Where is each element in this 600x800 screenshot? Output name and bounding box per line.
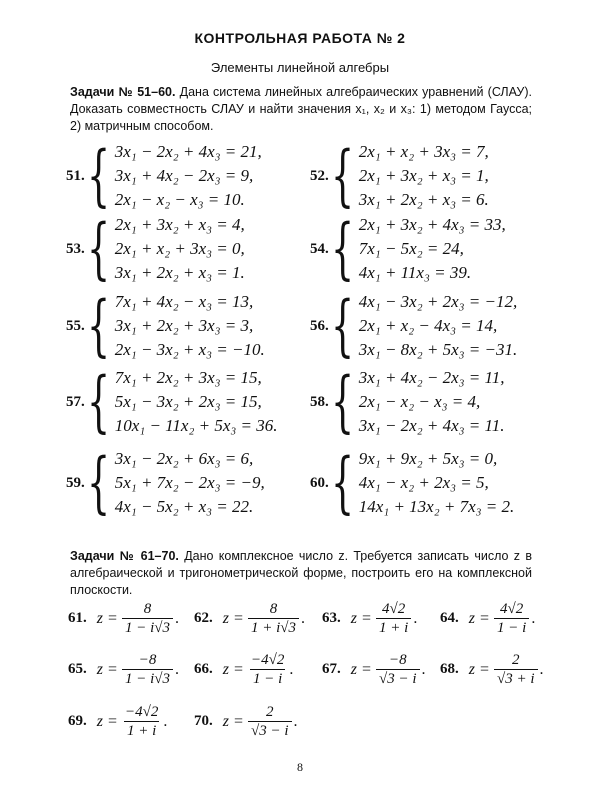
equation-line: 3x₁ − 2x₂ + 4x₃ = 11. bbox=[358, 416, 505, 435]
variable-z: z bbox=[96, 609, 103, 627]
equation-line: 7x₁ − 5x₂ = 24, bbox=[358, 239, 464, 258]
numerator: −4√2 bbox=[251, 652, 285, 668]
equation-list bbox=[359, 290, 518, 362]
fraction bbox=[494, 651, 538, 688]
numerator: −8 bbox=[138, 652, 157, 668]
section2-text: Дано комплексное число z. Требуется записать число z в алгебраической и тригонометрической форме, построить его на комплексной плоскости. bbox=[70, 549, 532, 597]
equals-sign: = bbox=[361, 660, 372, 678]
problem-number: 51. bbox=[66, 167, 85, 184]
page-number: 8 bbox=[297, 760, 303, 774]
equation-line: 3x₁ − 8x₂ + 5x₃ = −31. bbox=[358, 340, 518, 359]
period: . bbox=[413, 609, 418, 627]
equation-line: 4x₁ − 5x₂ + x₃ = 22. bbox=[114, 497, 254, 516]
system-brace: { bbox=[86, 444, 110, 521]
system-problem bbox=[66, 444, 265, 521]
period: . bbox=[163, 712, 168, 730]
system-problem bbox=[310, 210, 506, 287]
equation-list bbox=[359, 213, 506, 285]
numerator: 8 bbox=[269, 601, 278, 617]
numerator: 8 bbox=[143, 601, 152, 617]
complex-problem bbox=[68, 651, 179, 688]
problem-number: 64. bbox=[440, 610, 459, 626]
fraction bbox=[248, 600, 299, 637]
equals-sign: = bbox=[479, 660, 490, 678]
problem-number: 57. bbox=[66, 393, 85, 410]
equation-line: 3x₁ + 2x₂ + x₃ = 1. bbox=[114, 263, 245, 282]
problem-number: 63. bbox=[322, 610, 341, 626]
system-brace: { bbox=[86, 287, 110, 364]
denominator: 1 + i bbox=[124, 721, 159, 740]
equals-sign: = bbox=[107, 660, 118, 678]
equation-list bbox=[359, 366, 505, 438]
denominator: 1 − i bbox=[250, 669, 285, 688]
equation-line: 3x₁ − 2x₂ + 4x₃ = 21, bbox=[114, 142, 262, 161]
denominator: 1 − i√3 bbox=[122, 618, 173, 637]
equals-sign: = bbox=[233, 712, 244, 730]
variable-z: z bbox=[350, 609, 357, 627]
complex-problem bbox=[440, 651, 544, 688]
system-problem bbox=[310, 363, 505, 440]
variable-z: z bbox=[222, 609, 229, 627]
period: . bbox=[301, 609, 306, 627]
variable-z: z bbox=[96, 712, 103, 730]
problem-number: 59. bbox=[66, 474, 85, 491]
system-problem bbox=[66, 137, 262, 214]
equation-line: 10x₁ − 11x₂ + 5x₃ = 36. bbox=[114, 416, 278, 435]
complex-problem bbox=[440, 600, 535, 637]
equals-sign: = bbox=[361, 609, 372, 627]
denominator: √3 + i bbox=[494, 669, 538, 688]
numerator: 4√2 bbox=[382, 601, 406, 617]
variable-z: z bbox=[222, 712, 229, 730]
variable-z: z bbox=[222, 660, 229, 678]
numerator: 4√2 bbox=[500, 601, 524, 617]
equation-line: 2x₁ − 3x₂ + x₃ = −10. bbox=[114, 340, 265, 359]
problem-number: 61. bbox=[68, 610, 87, 626]
equation-line: 2x₁ + 3x₂ + 4x₃ = 33, bbox=[358, 215, 506, 234]
equation-line: 2x₁ − x₂ − x₃ = 4, bbox=[358, 392, 481, 411]
denominator: √3 − i bbox=[248, 721, 292, 740]
period: . bbox=[293, 712, 298, 730]
equation-list bbox=[359, 447, 515, 519]
variable-z: z bbox=[350, 660, 357, 678]
equation-list bbox=[115, 366, 278, 438]
equation-line: 3x₁ + 2x₂ + x₃ = 6. bbox=[358, 190, 489, 209]
system-problem bbox=[66, 363, 278, 440]
system-brace: { bbox=[330, 137, 354, 214]
fraction bbox=[248, 703, 292, 740]
system-problem bbox=[310, 137, 489, 214]
section1-heading: Задачи № 51–60. bbox=[70, 85, 176, 99]
numerator: −4√2 bbox=[125, 704, 159, 720]
problem-number: 68. bbox=[440, 661, 459, 677]
fraction bbox=[376, 651, 420, 688]
problem-number: 62. bbox=[194, 610, 213, 626]
equation-line: 5x₁ + 7x₂ − 2x₃ = −9, bbox=[114, 473, 265, 492]
page-title: КОНТРОЛЬНАЯ РАБОТА № 2 bbox=[194, 30, 406, 46]
problem-number: 65. bbox=[68, 661, 87, 677]
equals-sign: = bbox=[233, 660, 244, 678]
equation-line: 5x₁ − 3x₂ + 2x₃ = 15, bbox=[114, 392, 262, 411]
fraction bbox=[122, 651, 173, 688]
equation-line: 2x₁ + x₂ + 3x₃ = 0, bbox=[114, 239, 245, 258]
problem-number: 52. bbox=[310, 167, 329, 184]
denominator: 1 + i bbox=[376, 618, 411, 637]
equation-list bbox=[115, 447, 265, 519]
problem-number: 53. bbox=[66, 240, 85, 257]
period: . bbox=[531, 609, 536, 627]
equation-line: 7x₁ + 4x₂ − x₃ = 13, bbox=[114, 292, 254, 311]
complex-problem bbox=[68, 703, 167, 740]
section2-heading: Задачи № 61–70. bbox=[70, 549, 179, 563]
period: . bbox=[175, 660, 180, 678]
equals-sign: = bbox=[107, 609, 118, 627]
complex-problem bbox=[322, 651, 426, 688]
numerator: 2 bbox=[512, 652, 520, 668]
equation-line: 3x₁ + 4x₂ − 2x₃ = 9, bbox=[114, 166, 254, 185]
equation-line: 2x₁ − x₂ − x₃ = 10. bbox=[114, 190, 245, 209]
system-problem bbox=[66, 210, 245, 287]
complex-problem bbox=[194, 703, 298, 740]
equation-line: 4x₁ − x₂ + 2x₃ = 5, bbox=[358, 473, 489, 492]
problem-number: 60. bbox=[310, 474, 329, 491]
problem-number: 54. bbox=[310, 240, 329, 257]
system-problem bbox=[310, 287, 518, 364]
equation-line: 7x₁ + 2x₂ + 3x₃ = 15, bbox=[114, 368, 262, 387]
equation-line: 2x₁ + 3x₂ + x₃ = 4, bbox=[114, 215, 245, 234]
complex-problem bbox=[194, 600, 305, 637]
denominator: 1 − i bbox=[494, 618, 529, 637]
fraction bbox=[248, 651, 287, 688]
numerator: −8 bbox=[388, 652, 407, 668]
equation-line: 4x₁ + 11x₃ = 39. bbox=[358, 263, 472, 282]
variable-z: z bbox=[96, 660, 103, 678]
system-brace: { bbox=[86, 210, 110, 287]
period: . bbox=[289, 660, 294, 678]
equation-line: 2x₁ + x₂ + 3x₃ = 7, bbox=[358, 142, 489, 161]
fraction bbox=[494, 600, 529, 637]
period: . bbox=[175, 609, 180, 627]
denominator: 1 + i√3 bbox=[248, 618, 299, 637]
system-brace: { bbox=[330, 210, 354, 287]
denominator: √3 − i bbox=[376, 669, 420, 688]
problem-number: 66. bbox=[194, 661, 213, 677]
equation-line: 4x₁ − 3x₂ + 2x₃ = −12, bbox=[358, 292, 518, 311]
equation-list bbox=[359, 140, 489, 212]
equation-line: 3x₁ + 4x₂ − 2x₃ = 11, bbox=[358, 368, 505, 387]
equation-list bbox=[115, 140, 262, 212]
complex-problem bbox=[68, 600, 179, 637]
equation-list bbox=[115, 213, 245, 285]
numerator: 2 bbox=[266, 704, 274, 720]
section2-intro bbox=[70, 548, 532, 599]
fraction bbox=[122, 600, 173, 637]
equals-sign: = bbox=[233, 609, 244, 627]
system-brace: { bbox=[330, 287, 354, 364]
system-brace: { bbox=[86, 363, 110, 440]
equation-line: 14x₁ + 13x₂ + 7x₃ = 2. bbox=[358, 497, 515, 516]
fraction bbox=[376, 600, 411, 637]
equals-sign: = bbox=[479, 609, 490, 627]
system-brace: { bbox=[330, 363, 354, 440]
system-brace: { bbox=[86, 137, 110, 214]
equation-line: 3x₁ − 2x₂ + 6x₃ = 6, bbox=[114, 449, 254, 468]
variable-z: z bbox=[468, 609, 475, 627]
problem-number: 69. bbox=[68, 713, 87, 729]
denominator: 1 − i√3 bbox=[122, 669, 173, 688]
system-brace: { bbox=[330, 444, 354, 521]
problem-number: 67. bbox=[322, 661, 341, 677]
system-problem bbox=[310, 444, 515, 521]
variable-z: z bbox=[468, 660, 475, 678]
period: . bbox=[421, 660, 426, 678]
equation-line: 2x₁ + 3x₂ + x₃ = 1, bbox=[358, 166, 489, 185]
problem-number: 55. bbox=[66, 317, 85, 334]
complex-problem bbox=[322, 600, 417, 637]
equation-line: 9x₁ + 9x₂ + 5x₃ = 0, bbox=[358, 449, 498, 468]
problem-number: 70. bbox=[194, 713, 213, 729]
equation-line: 2x₁ + x₂ − 4x₃ = 14, bbox=[358, 316, 498, 335]
system-problem bbox=[66, 287, 265, 364]
section1-text: Дана система линейных алгебраических уравнений (СЛАУ). Доказать совместность СЛАУ и найти значения x₁, x₂ и x₃: 1) методом Гаусса; 2) матричным способом. bbox=[70, 85, 532, 133]
complex-problem bbox=[194, 651, 293, 688]
section1-intro bbox=[70, 84, 532, 135]
equation-list bbox=[115, 290, 265, 362]
page-subtitle: Элементы линейной алгебры bbox=[210, 60, 390, 75]
problem-number: 56. bbox=[310, 317, 329, 334]
equals-sign: = bbox=[107, 712, 118, 730]
period: . bbox=[539, 660, 544, 678]
problem-number: 58. bbox=[310, 393, 329, 410]
fraction bbox=[122, 703, 161, 740]
equation-line: 3x₁ + 2x₂ + 3x₃ = 3, bbox=[114, 316, 254, 335]
